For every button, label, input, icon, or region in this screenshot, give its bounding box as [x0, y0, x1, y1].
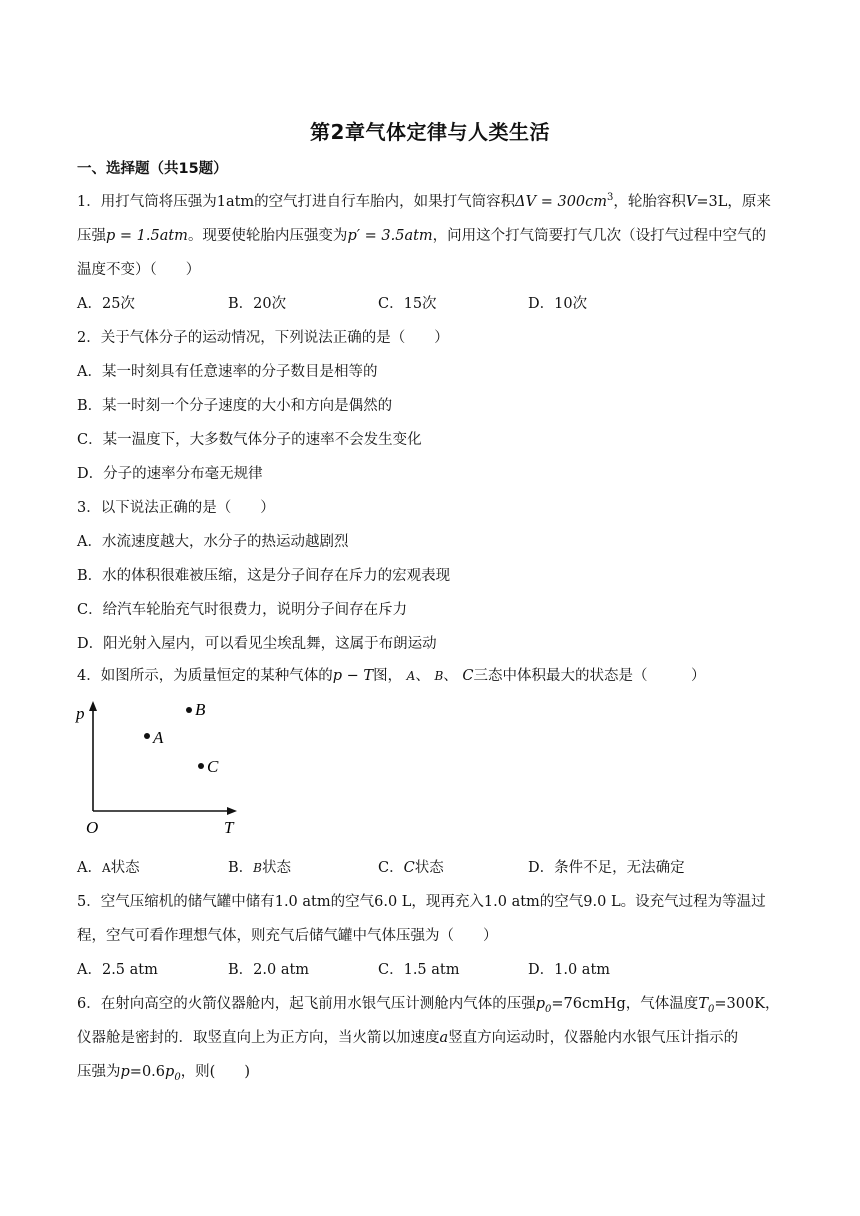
q6-t0-sub: 0: [707, 1003, 715, 1015]
q6-text: =300K，: [714, 996, 780, 1012]
q4-p-t: p − T: [332, 668, 374, 684]
q1-text: 压强: [77, 228, 106, 244]
point-c: [198, 763, 204, 769]
q6-p0-sub: 0: [545, 1003, 552, 1015]
origin-label: O: [86, 818, 99, 837]
q4-option-c[interactable]: [378, 856, 444, 877]
q1-text: ，轮胎容积: [613, 194, 686, 210]
point-b: [186, 707, 192, 713]
q1-p: p = 1.5atm: [106, 228, 188, 244]
q4-text: 图，: [373, 668, 403, 684]
q6-text: ，则( ): [180, 1064, 251, 1080]
point-c-label: C: [207, 757, 219, 776]
q4-option-c-text: 状态: [414, 860, 444, 876]
q1-line2: [77, 224, 766, 245]
q4-text: 4．如图所示，为质量恒定的某种气体的: [77, 668, 333, 684]
q6-p: p: [120, 1064, 130, 1080]
q5-line2: 程，空气可看作理想气体，则充气后储气罐中气体压强为（ ）: [77, 928, 498, 944]
q4-option-b-prefix: B．: [228, 860, 254, 876]
q1-p-prime: p′ = 3.5atm: [347, 228, 433, 244]
q5-option-c[interactable]: C．1.5 atm: [378, 962, 460, 978]
q4-option-d[interactable]: D．条件不足，无法确定: [528, 860, 685, 876]
q3-option-c[interactable]: C．给汽车轮胎充气时很费力，说明分子间存在斥力: [77, 602, 408, 618]
point-b-label: B: [195, 700, 206, 719]
q6-text: 竖直方向运动时，仪器舱内水银气压计指示的: [448, 1030, 739, 1046]
q4-option-b-text: 状态: [261, 860, 291, 876]
q4-option-c-letter: C: [403, 860, 415, 876]
q1-v: V: [685, 194, 697, 210]
q5-option-a[interactable]: A．2.5 atm: [77, 962, 158, 978]
q6-text: =0.6: [129, 1064, 166, 1080]
t-axis-arrow: [227, 807, 237, 815]
q1-delta-v: ΔV = 300cm: [515, 194, 608, 210]
q2-option-d[interactable]: D．分子的速率分布毫无规律: [77, 466, 263, 482]
q6-text: 压强为: [77, 1064, 121, 1080]
q6-text: 仪器舱是密封的．取竖直向上为正方向，当火箭以加速度: [77, 1030, 440, 1046]
q4-label-b: B: [434, 669, 444, 683]
q6-p0-sub: 0: [174, 1071, 181, 1083]
q4-text: 三态中体积最大的状态是（ ）: [473, 668, 706, 684]
q6-text: =76cmHg，气体温度: [551, 996, 699, 1012]
q1-text: 。现要使轮胎内压强变为: [187, 228, 348, 244]
q4-label-a: A: [406, 669, 416, 683]
q4-option-a-text: 状态: [110, 860, 140, 876]
q4-option-c-prefix: C．: [378, 860, 404, 876]
q6-acceleration: a: [439, 1030, 449, 1046]
q4-option-b-letter: B: [253, 861, 262, 875]
q1-option-d[interactable]: D．10次: [528, 296, 588, 312]
q4-label-c: C: [462, 668, 474, 684]
q4-option-a-letter: A: [101, 861, 111, 875]
page-title: 第2章气体定律与人类生活: [310, 120, 550, 144]
q1-option-b[interactable]: B．20次: [228, 296, 287, 312]
q6-p0: p: [535, 996, 546, 1012]
q1-line3: 温度不变）（ ）: [77, 262, 201, 278]
q3-option-d[interactable]: D．阳光射入屋内，可以看见尘埃乱舞，这属于布朗运动: [77, 636, 437, 652]
q5-option-b[interactable]: B．2.0 atm: [228, 962, 310, 978]
q3-option-b[interactable]: B．水的体积很难被压缩，这是分子间存在斥力的宏观表现: [77, 568, 451, 584]
section-heading: 一、选择题（共15题）: [77, 161, 228, 177]
q4-option-b[interactable]: [228, 856, 291, 877]
q1-text: =3L，原来: [696, 194, 771, 210]
t-axis-label: T: [224, 818, 234, 837]
q3-stem: 3．以下说法正确的是（ ）: [77, 500, 275, 516]
q4-option-a[interactable]: [77, 856, 140, 877]
q2-option-a[interactable]: A．某一时刻具有任意速率的分子数目是相等的: [77, 364, 378, 380]
q1-text: ，问用这个打气筒要打气几次（设打气过程中空气的: [432, 228, 767, 244]
point-a-label: A: [153, 728, 164, 747]
q4-separator: 、: [415, 668, 430, 684]
q4-stem: [77, 664, 706, 685]
q6-line1: [77, 992, 780, 1015]
q2-option-c[interactable]: C．某一温度下，大多数气体分子的速率不会发生变化: [77, 432, 422, 448]
q1-line1: 1．用打气筒将压强为1atm的空气打进自行车胎内，如果打气筒容积$\Delta V = 300cm^3$，轮胎容积V=3L，原来: [77, 192, 771, 210]
q6-line3: [77, 1060, 250, 1083]
p-axis-arrow: [89, 701, 97, 711]
q4-separator: 、: [443, 668, 458, 684]
q1-text: 1．用打气筒将压强为1atm的空气打进自行车胎内，如果打气筒容积: [77, 194, 516, 210]
p-t-graph: [70, 695, 260, 840]
q6-line2: [77, 1026, 738, 1047]
q3-option-a[interactable]: A．水流速度越大，水分子的热运动越剧烈: [77, 534, 349, 550]
q1-option-c[interactable]: C．15次: [378, 296, 437, 312]
q6-t0: T: [698, 996, 708, 1012]
q2-stem: 2．关于气体分子的运动情况，下列说法正确的是（ ）: [77, 330, 449, 346]
q1-option-a[interactable]: A．25次: [77, 296, 135, 312]
q5-option-d[interactable]: D．1.0 atm: [528, 962, 611, 978]
q6-text: 6．在射向高空的火箭仪器舱内，起飞前用水银气压计测舱内气体的压强: [77, 996, 536, 1012]
p-axis-label: p: [76, 704, 85, 723]
q6-p0: p: [165, 1064, 175, 1080]
point-a: [144, 733, 150, 739]
q4-option-a-prefix: A．: [77, 860, 102, 876]
q2-option-b[interactable]: B．某一时刻一个分子速度的大小和方向是偶然的: [77, 398, 393, 414]
q5-line1: 5．空气压缩机的储气罐中储有1.0 atm的空气6.0 L，现再充入1.0 atm的空气9.0 L。设充气过程为等温过: [77, 894, 766, 910]
